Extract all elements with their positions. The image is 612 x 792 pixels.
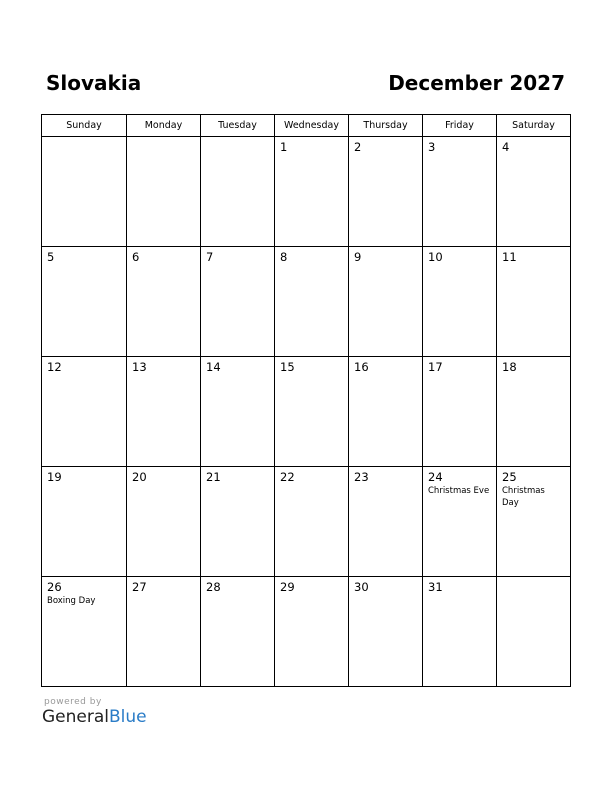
day-number: 21 bbox=[206, 470, 221, 484]
day-number: 25 bbox=[502, 470, 517, 484]
day-cell bbox=[42, 467, 127, 577]
day-cell bbox=[275, 357, 349, 467]
weekday-header: Sunday bbox=[42, 115, 127, 137]
day-cell bbox=[42, 137, 127, 247]
day-number: 28 bbox=[206, 580, 221, 594]
day-cell bbox=[127, 467, 201, 577]
day-number: 22 bbox=[280, 470, 295, 484]
day-number: 16 bbox=[354, 360, 369, 374]
day-cell bbox=[127, 137, 201, 247]
day-cell bbox=[349, 467, 423, 577]
day-cell bbox=[497, 137, 571, 247]
day-cell bbox=[497, 467, 571, 577]
day-number: 5 bbox=[47, 250, 55, 264]
brand-blue: Blue bbox=[109, 707, 147, 727]
day-cell bbox=[423, 137, 497, 247]
day-cell bbox=[42, 577, 127, 687]
day-cell bbox=[201, 577, 275, 687]
day-cell bbox=[42, 247, 127, 357]
day-cell bbox=[201, 137, 275, 247]
day-number: 20 bbox=[132, 470, 147, 484]
day-number: 10 bbox=[428, 250, 443, 264]
day-cell bbox=[349, 577, 423, 687]
day-number: 29 bbox=[280, 580, 295, 594]
day-cell bbox=[497, 577, 571, 687]
day-cell bbox=[497, 247, 571, 357]
week-row bbox=[42, 137, 571, 247]
day-cell bbox=[349, 137, 423, 247]
week-row bbox=[42, 467, 571, 577]
week-row bbox=[42, 247, 571, 357]
holiday-label: Christmas Day bbox=[502, 486, 545, 508]
day-cell bbox=[423, 247, 497, 357]
brand-general: General bbox=[42, 707, 109, 727]
day-number: 9 bbox=[354, 250, 362, 264]
day-number: 17 bbox=[428, 360, 443, 374]
day-cell bbox=[423, 577, 497, 687]
day-cell bbox=[423, 357, 497, 467]
day-number: 14 bbox=[206, 360, 221, 374]
day-cell bbox=[275, 467, 349, 577]
weekday-header: Saturday bbox=[497, 115, 571, 137]
day-cell bbox=[127, 247, 201, 357]
week-row bbox=[42, 357, 571, 467]
day-number: 7 bbox=[206, 250, 214, 264]
day-cell bbox=[275, 137, 349, 247]
day-number: 23 bbox=[354, 470, 369, 484]
weekday-header: Friday bbox=[423, 115, 497, 137]
day-cell bbox=[201, 247, 275, 357]
day-cell bbox=[275, 577, 349, 687]
day-number: 1 bbox=[280, 140, 288, 154]
day-cell bbox=[201, 357, 275, 467]
calendar-grid bbox=[41, 114, 571, 687]
day-cell bbox=[127, 577, 201, 687]
day-number: 24 bbox=[428, 470, 443, 484]
day-number: 4 bbox=[502, 140, 510, 154]
week-row bbox=[42, 577, 571, 687]
holiday-label: Boxing Day bbox=[47, 596, 96, 606]
month-title: December 2027 bbox=[388, 71, 565, 95]
weekday-header: Wednesday bbox=[275, 115, 349, 137]
country-title: Slovakia bbox=[46, 71, 142, 95]
day-cell bbox=[275, 247, 349, 357]
day-cell bbox=[42, 357, 127, 467]
weekday-header: Thursday bbox=[349, 115, 423, 137]
generalblue-logo bbox=[42, 707, 147, 727]
day-cell bbox=[127, 357, 201, 467]
day-number: 19 bbox=[47, 470, 62, 484]
weekday-header: Monday bbox=[127, 115, 201, 137]
day-number: 13 bbox=[132, 360, 147, 374]
day-cell bbox=[349, 247, 423, 357]
day-cell bbox=[423, 467, 497, 577]
day-number: 18 bbox=[502, 360, 517, 374]
day-number: 3 bbox=[428, 140, 436, 154]
day-number: 6 bbox=[132, 250, 140, 264]
day-cell bbox=[201, 467, 275, 577]
day-number: 27 bbox=[132, 580, 147, 594]
day-cell bbox=[349, 357, 423, 467]
day-number: 31 bbox=[428, 580, 443, 594]
day-number: 2 bbox=[354, 140, 362, 154]
day-number: 8 bbox=[280, 250, 288, 264]
day-cell bbox=[497, 357, 571, 467]
holiday-label: Christmas Eve bbox=[428, 486, 490, 496]
weekday-header: Tuesday bbox=[201, 115, 275, 137]
day-number: 26 bbox=[47, 580, 62, 594]
powered-by-text: powered by bbox=[44, 697, 102, 707]
day-number: 11 bbox=[502, 250, 517, 264]
day-number: 30 bbox=[354, 580, 369, 594]
day-number: 12 bbox=[47, 360, 62, 374]
day-number: 15 bbox=[280, 360, 295, 374]
